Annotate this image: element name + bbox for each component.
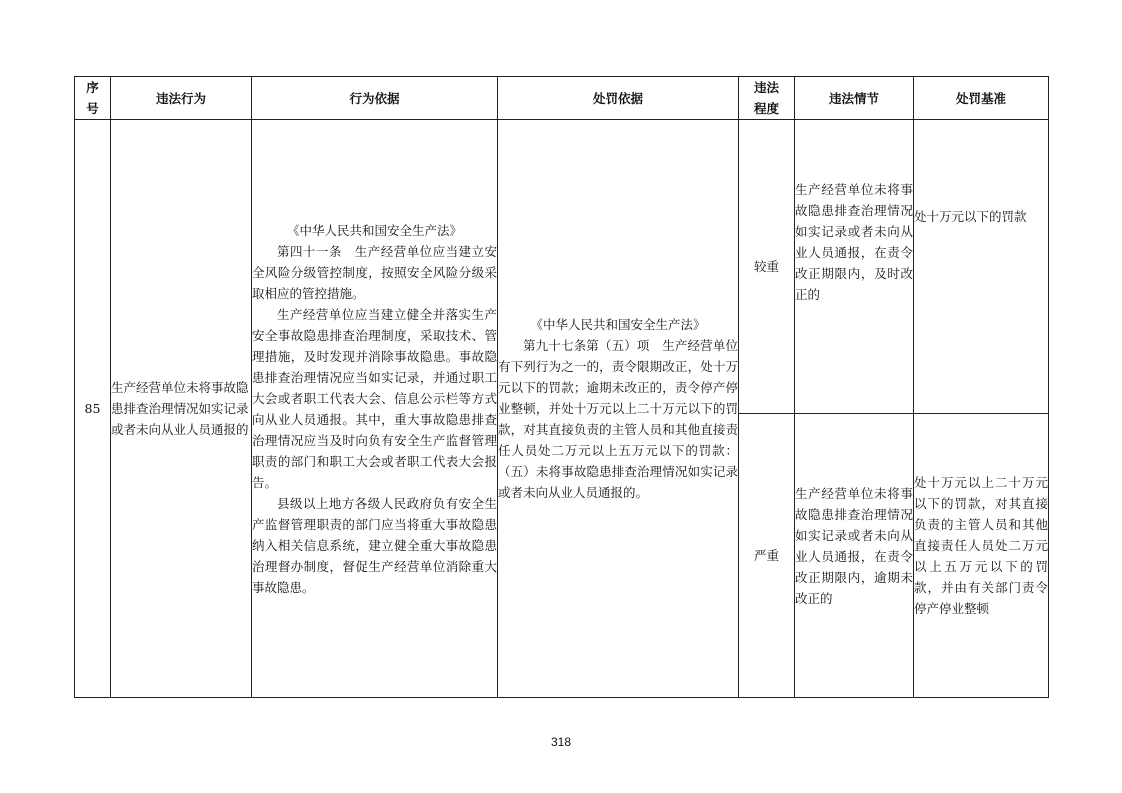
basis-paragraph: 县级以上地方各级人民政府负有安全生产监督管理职责的部门应当将重大事故隐患纳入相关信息系统，建立健全重大事故隐患治理督办制度，督促生产经营单位消除重大事故隐患。	[252, 495, 497, 595]
row-seq: 85	[75, 120, 111, 698]
table-row	[75, 120, 1049, 414]
circumstance-serious-text: 生产经营单位未将事故隐患排查治理情况如实记录或者未向从业人员通报，在责令改正期限内，及时改正的	[795, 181, 913, 302]
standard-serious-text: 处十万元以下的罚款	[914, 209, 1027, 224]
page-number: 318	[550, 735, 572, 749]
standard-serious	[914, 120, 1049, 414]
row-penalty-basis	[498, 120, 739, 698]
header-degree: 违法程度	[739, 77, 795, 120]
row-violation: 生产经营单位未将事故隐患排查治理情况如实记录或者未向从业人员通报的	[111, 120, 252, 698]
degree-serious: 较重	[739, 120, 795, 414]
basis-paragraph: 第四十一条 生产经营单位应当建立安全风险分级管控制度，按照安全风险分级采取相应的管控措施。	[252, 243, 497, 301]
circumstance-serious	[795, 120, 914, 414]
penalty-law-title: 《中华人民共和国安全生产法》	[530, 317, 706, 332]
header-violation: 违法行为	[111, 77, 252, 120]
standard-severe-text: 处十万元以上二十万元以下的罚款，对其直接负责的主管人员和其他直接责任人员处二万元以上五万元以下的罚款，并由有关部门责令停产停业整顿	[914, 475, 1048, 616]
header-circumstance: 违法情节	[795, 77, 914, 120]
table-header-row	[75, 77, 1049, 120]
header-basis: 行为依据	[252, 77, 498, 120]
circumstance-severe	[795, 414, 914, 698]
degree-severe: 严重	[739, 414, 795, 698]
penalty-standard-table	[74, 76, 1049, 698]
penalty-text: 第九十七条第（五）项 生产经营单位有下列行为之一的，责令限期改正，处十万元以下的罚款；逾期未改正的，责令停产停业整顿，并处十万元以上二十万元以下的罚款，对其直接负责的主管人员和其他直接责任人员处二万元以上五万元以下的罚款：（五）未将事故隐患排查治理情况如实记录或者未向从业人员通报的。	[498, 338, 738, 500]
basis-law-title: 《中华人民共和国安全生产法》	[286, 222, 462, 238]
header-seq: 序号	[75, 77, 111, 120]
header-standard: 处罚基准	[914, 77, 1049, 120]
row-basis	[252, 120, 498, 698]
circumstance-severe-text: 生产经营单位未将事故隐患排查治理情况如实记录或者未向从业人员通报，在责令改正期限内，逾期未改正的	[795, 485, 913, 606]
header-penalty-basis: 处罚依据	[498, 77, 739, 120]
standard-severe	[914, 414, 1049, 698]
basis-paragraph: 生产经营单位应当建立健全并落实生产安全事故隐患排查治理制度，采取技术、管理措施，及时发现并消除事故隐患。事故隐患排查治理情况应当如实记录，并通过职工大会或者职工代表大会、信息公示栏等方式向从业人员通报。其中，重大事故隐患排查治理情况应当及时向负有安全生产监督管理职责的部门和职工大会或者职工代表大会报告。	[252, 306, 497, 490]
